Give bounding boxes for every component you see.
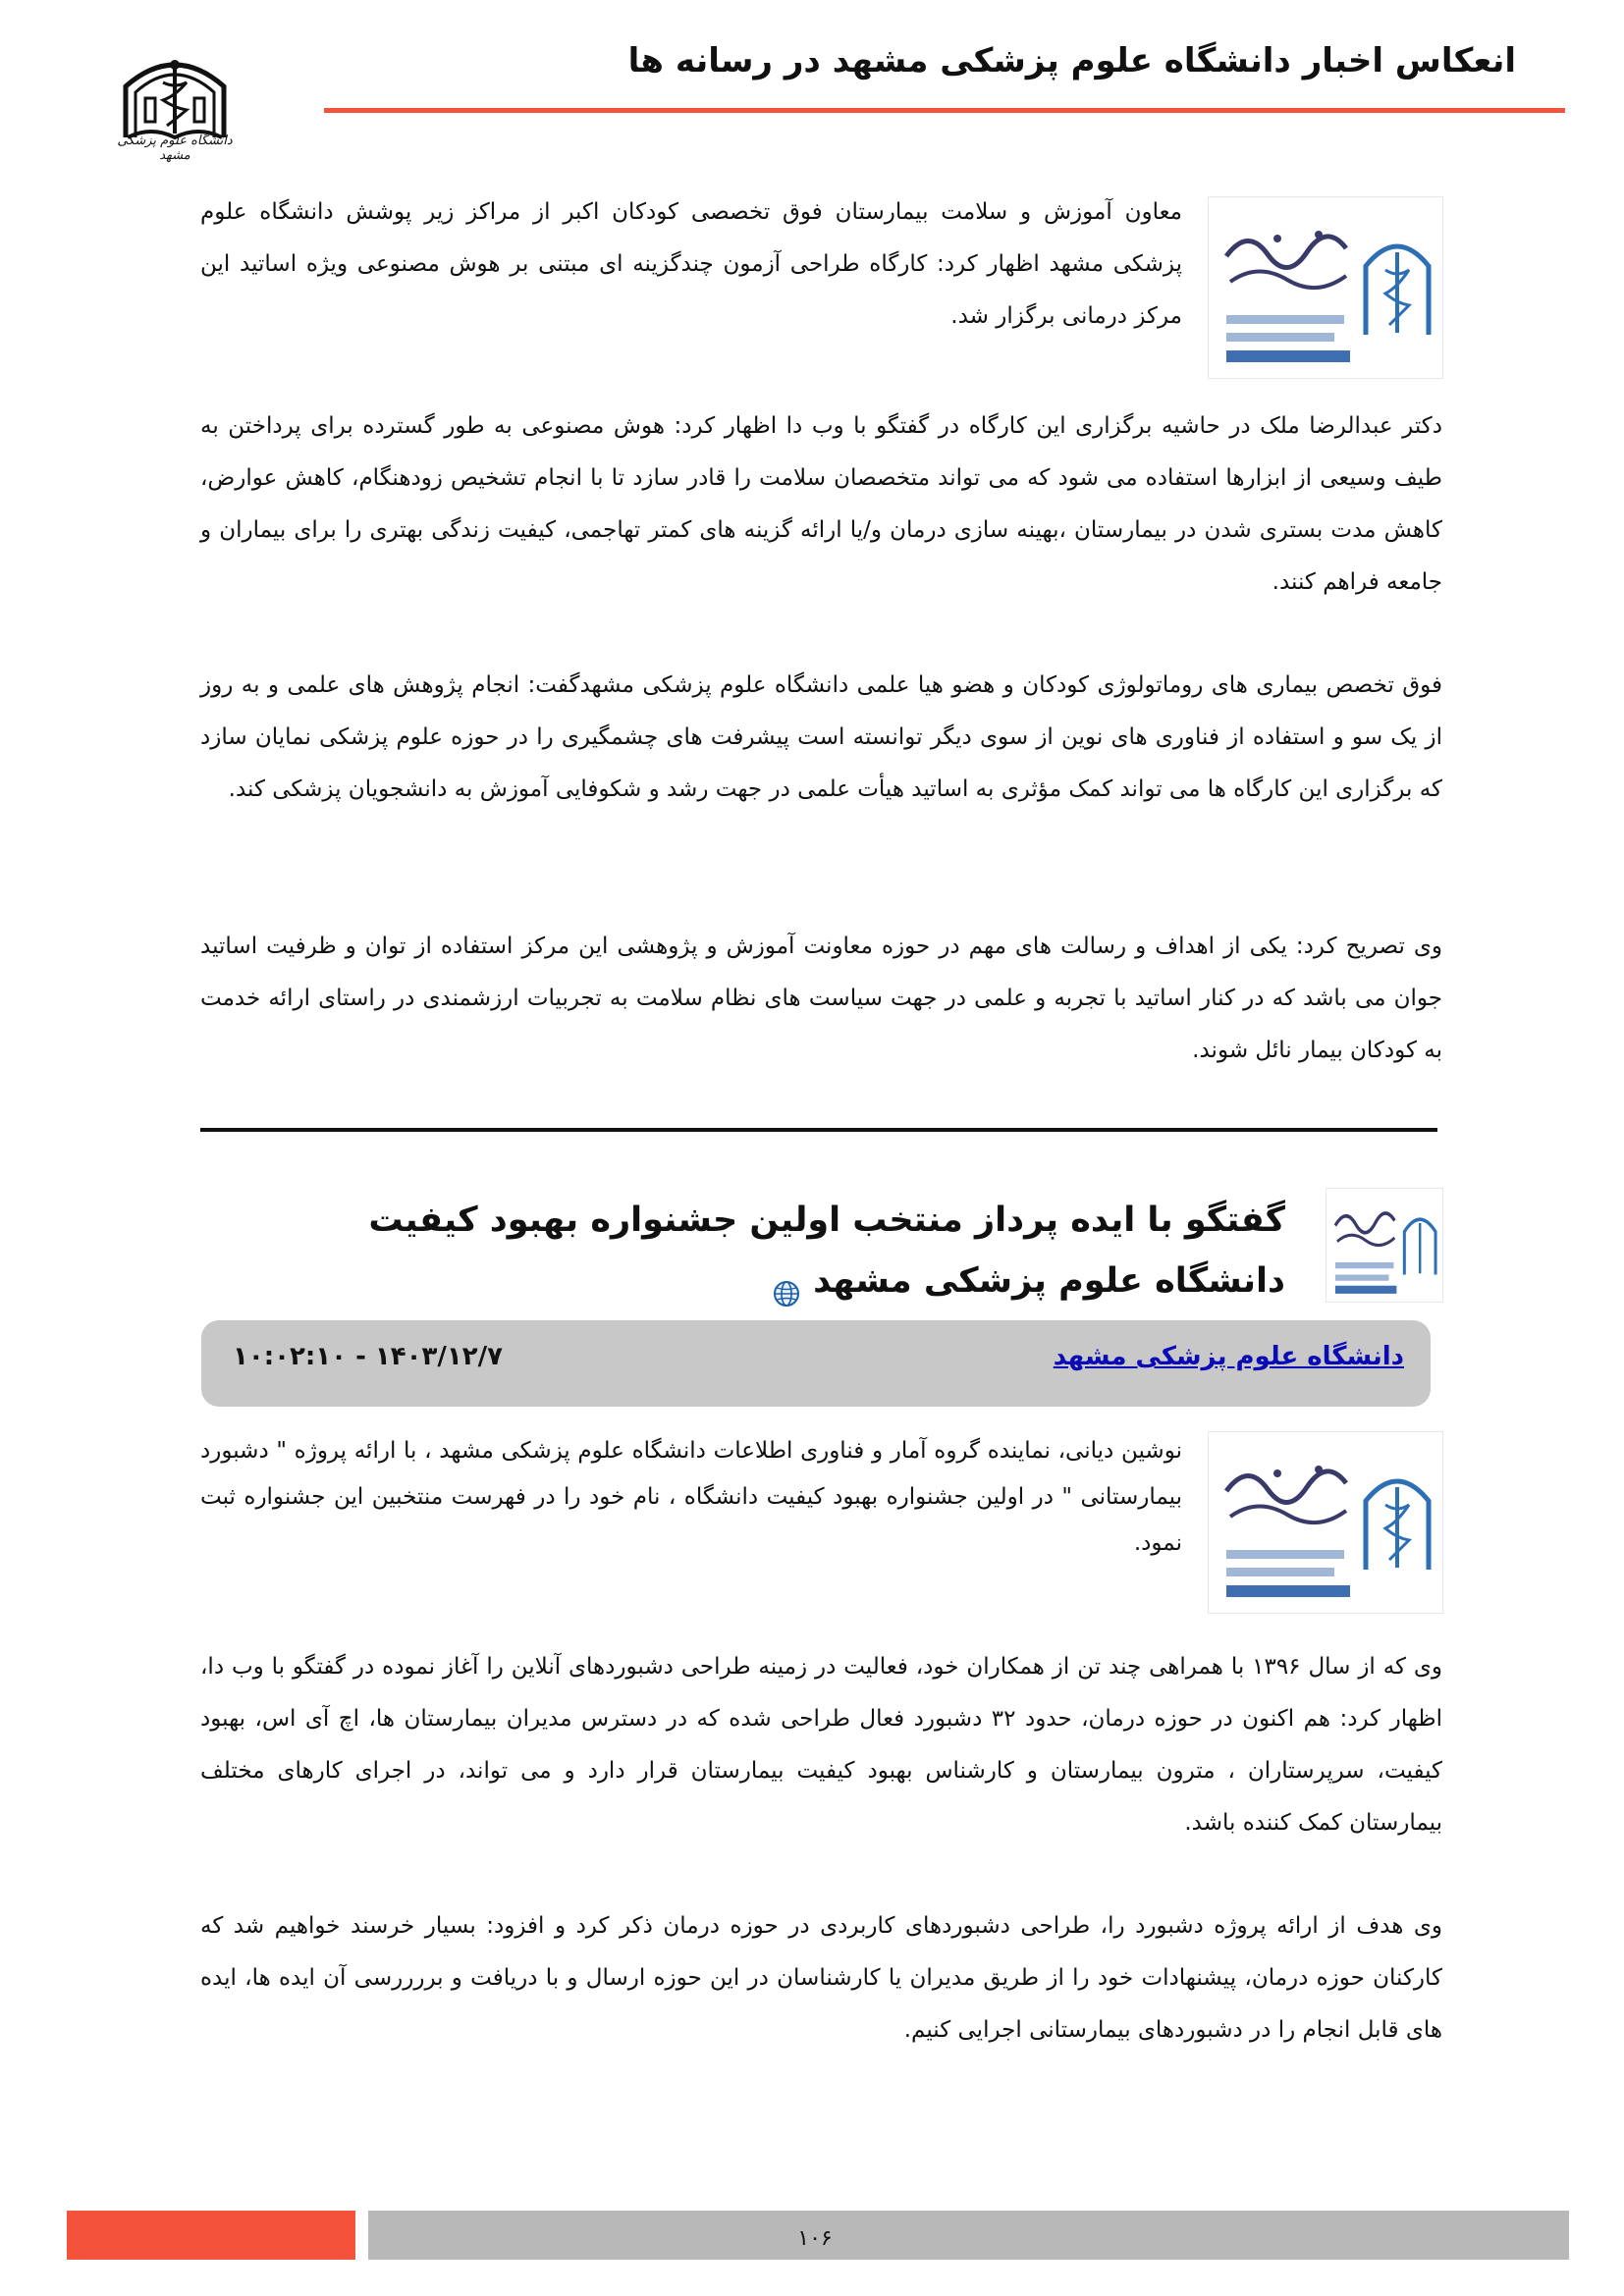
footer-accent-bar	[67, 2211, 355, 2260]
source-link[interactable]: دانشگاه علوم پزشکی مشهد	[1053, 1342, 1404, 1371]
article1-paragraph-3: فوق تخصص بیماری های روماتولوژی کودکان و هضو هیا علمی دانشگاه علوم پزشکی مشهدگفت: انجام پژوهش های علمی و به روز از یک سو و استفاده از فناوری های نوین از سوی دیگر توانسته است پیشرفت های چشمگیری را در حوزه علوم پزشکی نمایان سازد که برگزاری این کارگاه ها می تواند کمک مؤثری به اساتید هیأت علمی در جهت رشد و شکوفایی آموزش به دانشجویان پزشکی کند.	[200, 672, 1442, 802]
page-number: ۱۰۶	[797, 2226, 833, 2251]
publish-date: ۱۴۰۳/۱۲/۷ - ۱۰:۰۲:۱۰	[233, 1342, 503, 1371]
title-rule	[324, 108, 1565, 113]
page-title: انعکاس اخبار دانشگاه علوم پزشکی مشهد در رسانه ها	[627, 41, 1516, 80]
logo-caption: دانشگاه علوم پزشکی مشهد	[117, 133, 233, 163]
footer-bar	[368, 2211, 1569, 2260]
article2-paragraph-1: نوشین دیانی، نماینده گروه آمار و فناوری اطلاعات دانشگاه علوم پزشکی مشهد ، با ارائه پروژه " دشبورد بیمارستانی " در اولین جشنواره بهبود کیفیت دانشگاه ، نام خود را در فهرست منتخبین این جشنواره ثبت نمود.	[200, 1438, 1182, 1556]
article2-paragraph-3: وی هدف از ارائه پروژه دشبورد را، طراحی دشبوردهای کاربردی در حوزه درمان ذکر کرد و افزود: بسیار خرسند خواهیم شد که کارکنان حوزه درمان، پیشنهادات خود را از طریق مدیران یا کارشناسان در این حوزه ارسال و با دریافت و بررررسی آن ایده ها، ایده های قابل انجام را در دشبوردهای بیمارستانی اجرایی کنیم.	[200, 1913, 1442, 2043]
article1-paragraph-1: معاون آموزش و سلامت بیمارستان فوق تخصصی کودکان اکبر از مراکز زیر پوشش دانشگاه علوم پزشکی مشهد اظهار کرد: کارگاه طراحی آزمون چندگزینه ای مبتنی بر هوش مصنوعی ویژه اساتید این مرکز درمانی برگزار شد.	[200, 199, 1182, 329]
article2-headline[interactable]	[244, 1190, 1285, 1311]
mums-logo-icon	[1208, 196, 1443, 379]
globe-icon[interactable]	[772, 1267, 801, 1297]
mums-logo-icon	[1326, 1188, 1443, 1303]
article1-paragraph-4: وی تصریح کرد: یکی از اهداف و رسالت های مهم در حوزه معاونت آموزش و پژوهشی این مرکز استفاده از توان و ظرفیت اساتید جوان می باشد که در کنار اساتید با تجربه و علمی در جهت سیاست های نظام سلامت به تجربیات ارزشمندی در راستای ارائه خدمت به کودکان بیمار نائل شوند.	[200, 934, 1442, 1063]
article2-paragraph-2: وی که از سال ۱۳۹۶ با همراهی چند تن از همکاران خود، فعالیت در زمینه طراحی دشبوردهای آنلاین را آغاز نموده در گفتگو با وب دا، اظهار کرد: هم اکنون در حوزه درمان، حدود ۳۲ دشبورد فعال طراحی شده که در دسترس مدیران بیمارستان ها، اچ آی اس، بهبود کیفیت، سرپرستاران ، مترون بیمارستان و کارشناس بهبود کیفیت بیمارستان قرار دارد و می تواند، در اجرای کارهای مختلف بیمارستان کمک کننده باشد.	[200, 1654, 1442, 1836]
section-divider	[200, 1128, 1437, 1132]
mums-logo-icon	[1208, 1431, 1443, 1614]
article-meta-bar	[201, 1320, 1431, 1407]
article2-headline-text[interactable]: گفتگو با ایده پرداز منتخب اولین جشنواره بهبود کیفیت دانشگاه علوم پزشکی مشهد	[368, 1201, 1285, 1301]
article1-paragraph-2: دکتر عبدالرضا ملک در حاشیه برگزاری این کارگاه در گفتگو با وب دا اظهار کرد: هوش مصنوعی به طور گسترده برای پرداختن به طیف وسیعی از ابزارها استفاده می شود که می تواند متخصصان سلامت را قادر سازد تا با انجام تشخیص زودهنگام، کاهش عوارض، کاهش مدت بستری شدن در بیمارستان ،بهینه سازی درمان و/یا ارائه گزینه های کمتر تهاجمی، کیفیت زندگی بهتری را برای بیماران و جامعه فراهم کنند.	[200, 413, 1442, 595]
